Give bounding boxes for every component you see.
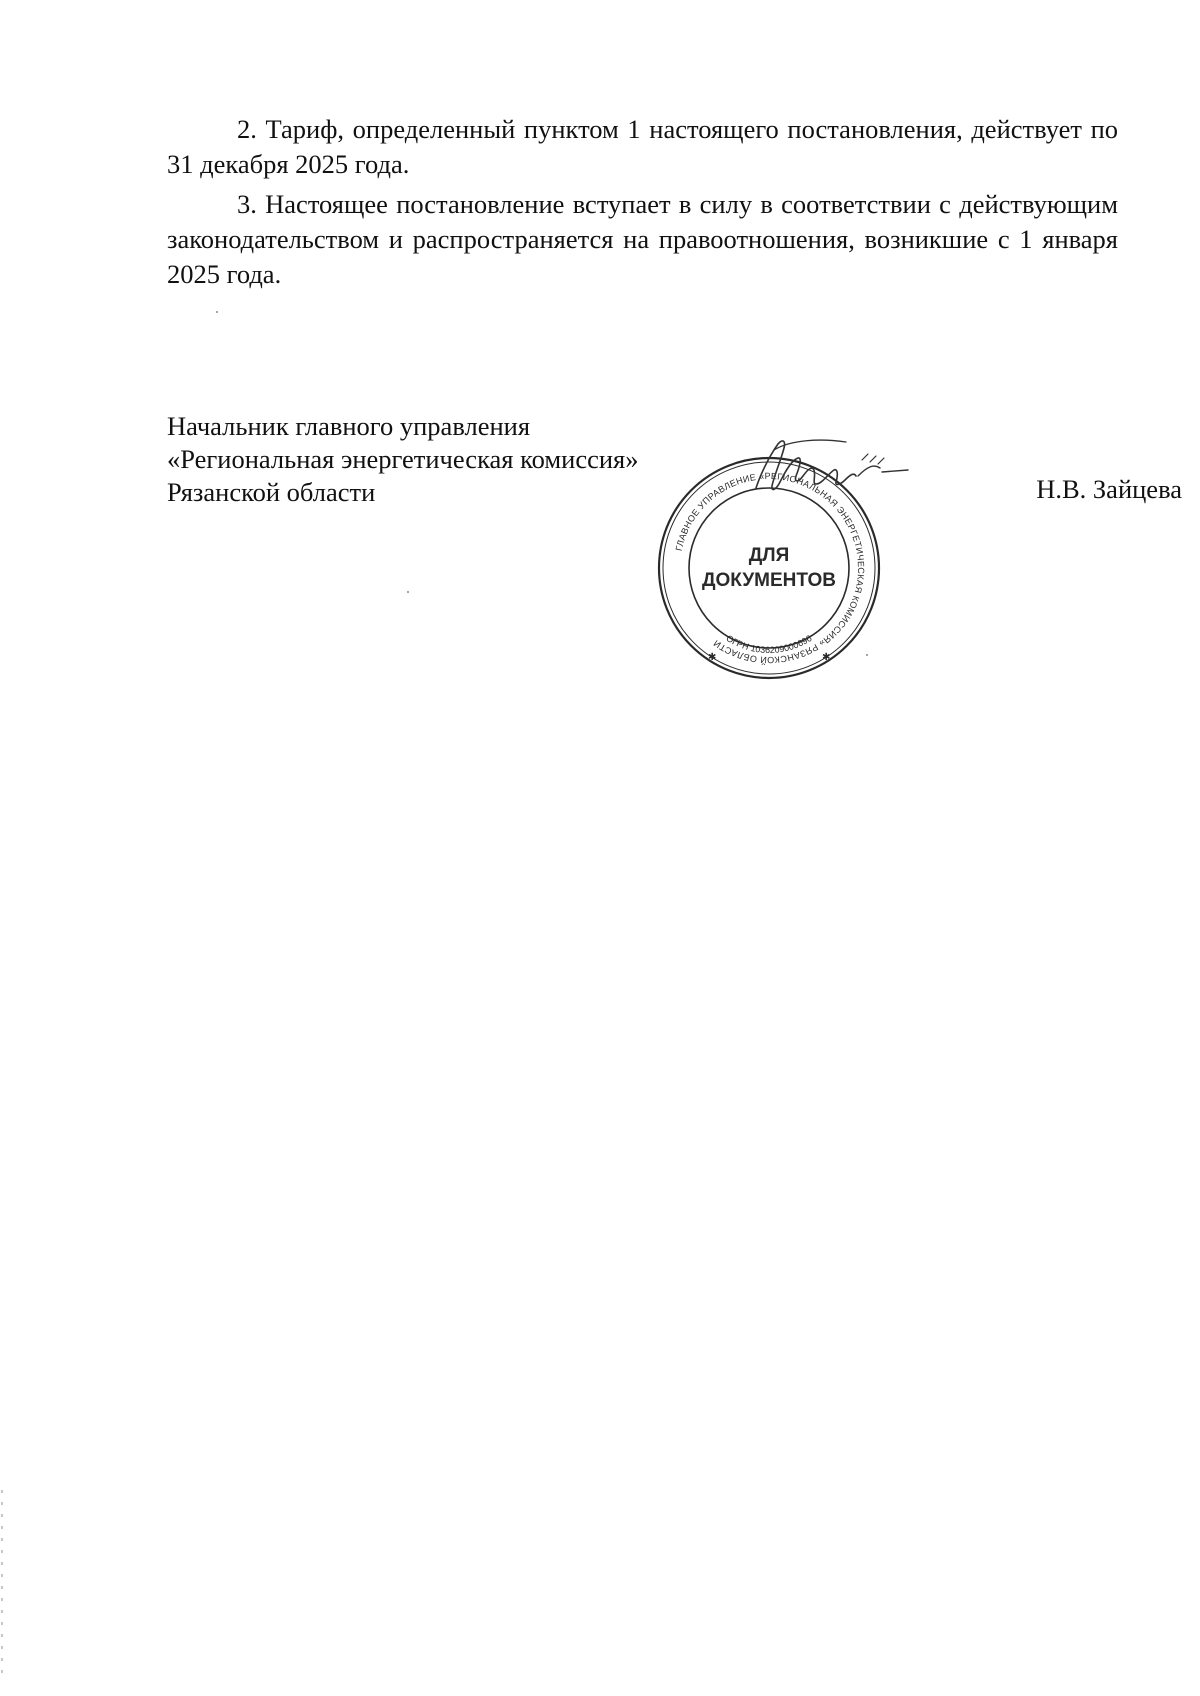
signatory-title-line-1: Начальник главного управления xyxy=(167,411,531,441)
seal-center-line-1: ДЛЯ xyxy=(748,545,790,566)
scan-speck xyxy=(216,311,218,313)
seal-center-line-2: ДОКУМЕНТОВ xyxy=(701,570,837,591)
seal-star-icon: ✱ xyxy=(822,652,831,663)
signatory-position xyxy=(167,410,1118,509)
seal-ring-text: ГЛАВНОЕ УПРАВЛЕНИЕ «РЕГИОНАЛЬНАЯ ЭНЕРГЕТИЧЕСКАЯ КОМИССИЯ» РЯЗАНСКОЙ ОБЛАСТИ xyxy=(673,470,867,666)
scan-speck xyxy=(407,591,409,593)
seal-ogrn-text: ОГРН 1036209000696 xyxy=(724,633,814,656)
signature-stroke xyxy=(756,441,856,490)
signatory-title-line-2: «Региональная энергетическая комиссия» xyxy=(167,444,639,474)
paragraph-2: 2. Тариф, определенный пунктом 1 настоящего постановления, действует по 31 декабря 2025 года. xyxy=(167,114,1118,179)
signer-name: Н.В. Зайцева xyxy=(1036,474,1182,504)
paragraph-3: 3. Настоящее постановление вступает в силу в соответствии с действующим законодательством и распространяется на правоотношения, возникшие с 1 января 2025 года. xyxy=(167,189,1118,289)
scan-edge-artifact xyxy=(1,1490,3,1680)
seal-star-icon: ✱ xyxy=(708,652,717,663)
document-body xyxy=(167,112,1118,297)
signature-stroke xyxy=(858,466,908,476)
signature-stroke xyxy=(862,454,884,464)
signatory-title-line-3: Рязанской области xyxy=(167,477,376,507)
handwritten-signature xyxy=(750,436,910,516)
